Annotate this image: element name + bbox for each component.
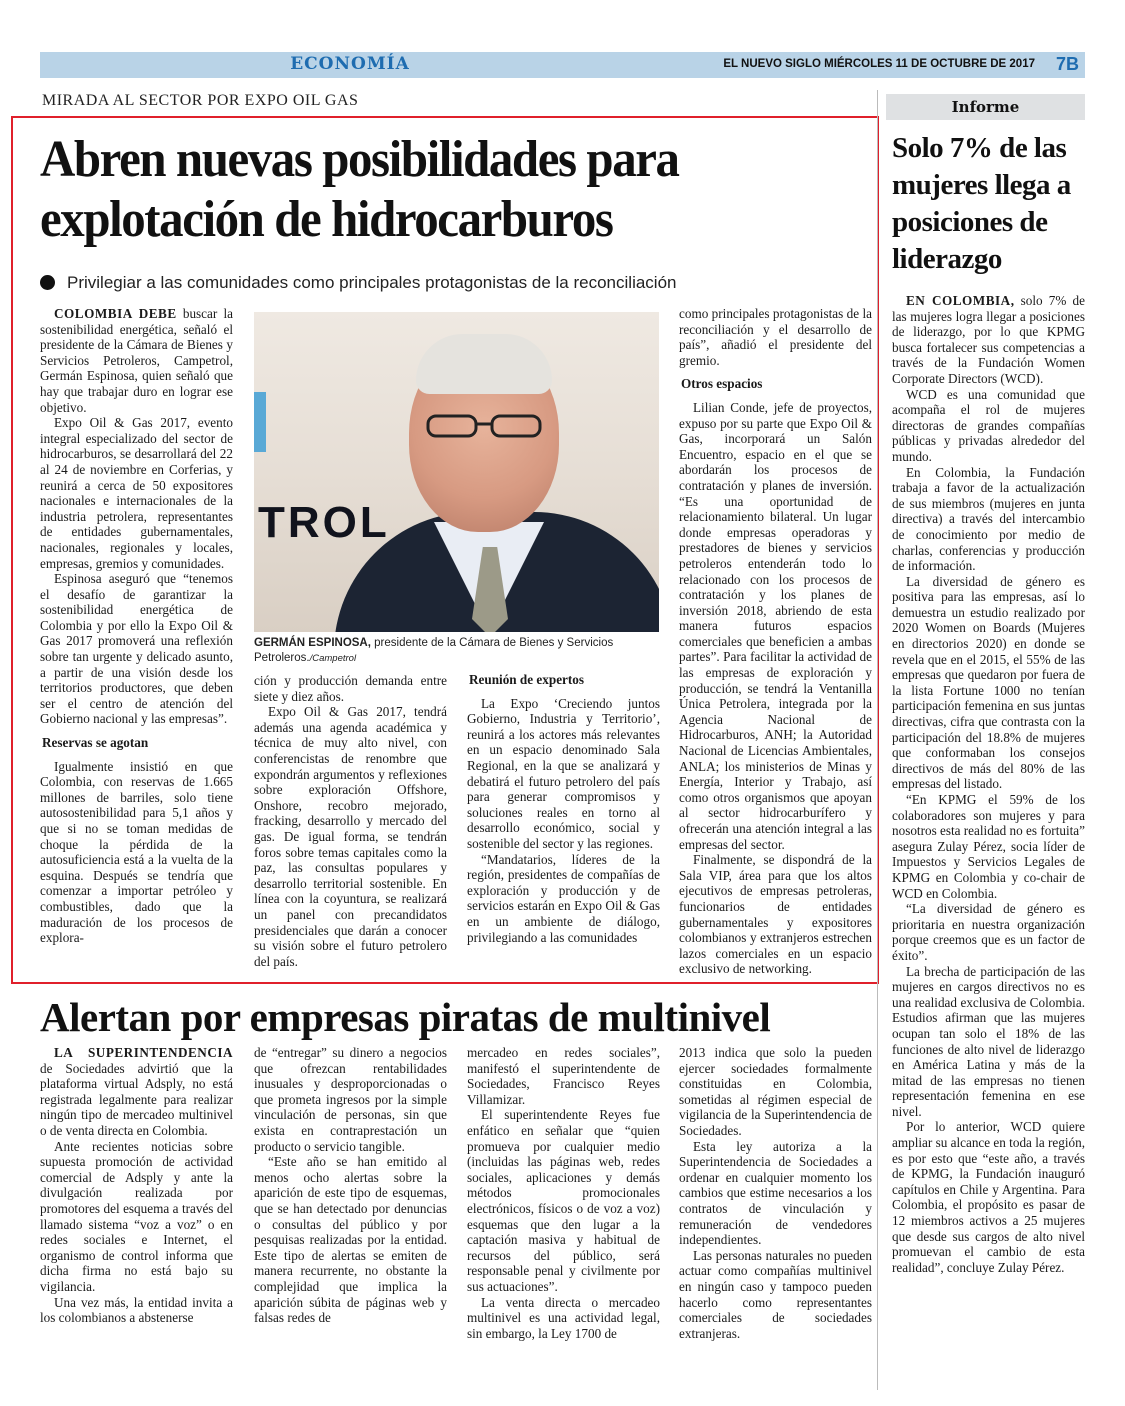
portrait-photo <box>254 312 659 632</box>
paragraph: Finalmente, se dispondrá de la Sala VIP, área para que los altos ejecutivos de empresas petroleras, funcionarios de entidades gubernamentales y expositores colombianos y extranjeros estrechen lazos comerciales en un espacio exclusivo de networking. <box>679 852 872 977</box>
glasses-icon <box>422 412 546 440</box>
sidebar-body <box>892 293 1085 1275</box>
paragraph: COLOMBIA DEBE buscar la sostenibilidad energética, señaló el presidente de la Cámara de Bienes y Servicios Petroleros, Campetrol, Germán Espinosa, quien señaló que hay que trabajar duro en lograr ese objetivo. <box>40 306 234 415</box>
second-article-column-2 <box>254 1045 447 1326</box>
column-divider <box>877 90 878 1390</box>
paragraph: La diversidad de género es positiva para las empresas, así lo demuestra un estudio realizado por 2020 Women on Boards (Mujeres en directorios 2020) en donde se revela que en el 2015, el 55% de las empresas que quedaron por fuera de la lista Fortune 1000 no tenían participación femenina en sus juntas directivas, cifra que contrasta con la participación del 18.8% de mujeres que conformaban los consejos directivos de más del 80% de las empresas del listado. <box>892 573 1085 792</box>
lead-caps: LA SUPERINTENDENCIA <box>54 1045 233 1060</box>
paragraph: Por lo anterior, WCD quiere ampliar su alcance en toda la región, es por esto que “este año, a través de KPMG, la Fundación inauguró capítulos en Chile y Argentina. Para Colombia, el propósito es pasar de 12 miembros activos a 25 mujeres que desde sus cargos de alto nivel promuevan el cambio de esta realidad”, concluye Zulay Pérez. <box>892 1119 1085 1275</box>
paragraph: de “entregar” su dinero a negocios que ofrezcan rentabilidades inusuales y desproporcionadas o que prometa ingresos por la simple vinculación de personas, sin que exista en contraprestación un producto o servicio tangible. <box>254 1045 447 1154</box>
paragraph: Ante recientes noticias sobre supuesta promoción de actividad comercial de Adsply y ante la divulgación realizada por promotores del esquema a través del llamado sistema “voz a voz” o en redes sociales e Internet, el organismo de control informa que dicha firma no está bajo su vigilancia. <box>40 1138 233 1294</box>
sidebar-headline: Solo 7% de las mujeres llega a posiciones de liderazgo <box>892 132 1071 275</box>
paragraph: Lilian Conde, jefe de proyectos, expuso por su parte que Expo Oil & Gas, incorporará un Salón Encuentro, espacio en el que se abordarán los procesos de contratación y planes de inversión. “Es una oportunidad de relacionamiento bilateral. Un lugar donde empresas operadoras y prestadores de bienes y servicios petroleros entenderán todo lo relacionado con los procesos de contratación y los planes de inversión 2018, abriendo de esta manera futuros espacios comerciales que beneficien a ambas partes”. Para facilitar la actividad de las empresas de exploración y producción, se tendrá la Ventanilla Única Petrolera, integrada por la Agencia Nacional de Hidrocarburos, ANH; la Autoridad Nacional de Licencias Ambientales, ANLA; los ministerios de Minas y Energía, Interior y Trabajo, así como otros organismos que apoyan al sector hidrocarburífero y ofrecerán una atención integral a las empresas del sector. <box>679 399 872 852</box>
paragraph: El superintendente Reyes fue enfático en señalar que “quien promueva por cualquier medio (incluidas las páginas web, redes sociales, aplicaciones y demás métodos promocionales electrónicos, físicos o de voz a voz) esquemas que den lugar a la captación masiva y habitual de recursos del público, será responsable penal y civilmente por sus actuaciones”. <box>467 1107 660 1294</box>
paragraph: “Mandatarios, líderes de la región, presidentes de compañías de exploración y producción y de servicios estarán en Expo Oil & Gas en un ambiente de diálogo, privilegiando a las comunidades <box>467 851 660 945</box>
sidebar-label-box <box>886 94 1085 120</box>
caption-name: GERMÁN ESPINOSA, <box>254 637 371 649</box>
photo-background-accent <box>254 392 266 452</box>
paragraph: En Colombia, la Fundación trabaja a favor de la actualización de sus miembros (mujeres en junta directiva) a través del intercambio de conocimiento por medio de charlas, conferencias y producción de información. <box>892 464 1085 574</box>
paragraph: Esta ley autoriza a la Superintendencia de Sociedades a ordenar en cualquier momento los cambios que estime necesarios a los contratos de vinculación y remuneración de vendedores independientes. <box>679 1138 872 1248</box>
second-article-column-3 <box>467 1045 660 1341</box>
photo-sign: TROL <box>258 498 390 547</box>
paragraph: La venta directa o mercadeo multinivel es una actividad legal, sin embargo, la Ley 1700 de <box>467 1294 660 1341</box>
section-name: ECONOMÍA <box>290 54 410 74</box>
caption-text: presidente de la Cámara de Bienes y Servicios Petroleros. <box>254 637 614 664</box>
second-article-column-4 <box>679 1045 872 1341</box>
section-subhead: Reservas se agotan <box>42 735 149 751</box>
lead-caps: COLOMBIA DEBE <box>54 306 177 321</box>
bullet-icon <box>40 275 55 290</box>
kicker: MIRADA AL SECTOR POR EXPO OIL GAS <box>42 92 359 109</box>
section-subhead: Otros espacios <box>681 376 763 392</box>
paragraph: La brecha de participación de las mujeres en cargos directivos no es una realidad exclusiva de Colombia. Estudios afirman que las mujeres ocupan tan solo el 18% de las funciones de alto nivel de liderazgo en América Latina y más de la mitad de las empresas no tienen representación femenina en ese nivel. <box>892 963 1085 1119</box>
caption-credit: /Campetrol <box>309 653 357 664</box>
lead-caps: EN COLOMBIA, <box>906 293 1015 308</box>
paragraph: Las personas naturales no pueden actuar como compañías multinivel en ningún caso y tampoco pueden hacerlo como representantes comerciales de sociedades extranjeras. <box>679 1247 872 1341</box>
main-headline: Abren nuevas posibilidades para explotación de hidrocarburos <box>40 131 679 248</box>
page-number: 7B <box>1055 54 1079 74</box>
paragraph: La Expo ‘Creciendo juntos Gobierno, Industria y Territorio’, reunirá a los actores más relevantes en un espacio denominado Sala Regional, en la que se analizará y debatirá el futuro petrolero del país para generar compromisos y soluciones reales en torno al desarrollo económico, social y sostenible del sector y las regiones. <box>467 695 660 851</box>
main-article-column-1 <box>40 306 233 946</box>
paragraph: como principales protagonistas de la reconciliación y el desarrollo de país”, añadió el presidente del gremio. <box>679 306 872 368</box>
main-article-column-2 <box>254 673 447 969</box>
section-subhead: Reunión de expertos <box>469 672 585 687</box>
paragraph: “La diversidad de género es prioritaria en nuestra organización porque creemos que es un factor de éxito”. <box>892 901 1085 963</box>
photo-hair <box>416 334 552 394</box>
paragraph: mercadeo en redes sociales”, manifestó el superintendente de Sociedades, Francisco Reyes Villamizar. <box>467 1045 660 1107</box>
photo-caption <box>254 636 662 666</box>
second-article-column-1 <box>40 1045 233 1326</box>
paragraph: Expo Oil & Gas 2017, evento integral especializado del sector de hidrocarburos, se desarrollará del 22 al 24 de noviembre en Corferias, y reunirá a cerca de 50 expositores nacionales e internacionales de la industria petrolera, representantes de entidades gubernamentales, nacionales, regionales y locales, empresas, gremios y comunidades. <box>40 415 233 571</box>
paragraph: ción y producción demanda entre siete y diez años. <box>254 673 447 704</box>
publication-date: EL NUEVO SIGLO MIÉRCOLES 11 DE OCTUBRE DE 2017 <box>723 58 1035 70</box>
paragraph: “Este año se han emitido al menos ocho alertas sobre la aparición de este tipo de esquemas, que se han detectado por denuncias o consultas del público y por pesquisas realizadas por la entidad. Este tipo de alertas se emiten de manera recurrente, no obstante la complejidad que implica la aparición súbita de páginas web y falsas redes de <box>254 1154 447 1326</box>
subhead-text: Privilegiar a las comunidades como principales protagonistas de la reconciliación <box>67 273 677 292</box>
paragraph: Espinosa aseguró que “tenemos el desafío de garantizar la sostenibilidad energética de Colombia y por ello la Expo Oil & Gas 2017 promoverá una reflexión sobre tan urgente y delicado asunto, a partir de una visión desde los territorios productores, que deben ser el centro de atención del Gobierno nacional y las empresas”. <box>40 571 233 727</box>
main-article-column-4 <box>679 306 872 977</box>
section-header-bar <box>40 52 1085 78</box>
main-article-column-3 <box>467 668 660 945</box>
paragraph: WCD es una comunidad que acompaña el rol de mujeres directoras de grandes compañías públicas y privadas alrededor del mundo. <box>892 386 1085 464</box>
paragraph: EN COLOMBIA, solo 7% de las mujeres logra llegar a posiciones de liderazgo, por lo que KPMG busca fortalecer sus competencias a través de la Fundación Women Corporate Directors (WCD). <box>892 293 1085 386</box>
main-subhead <box>40 273 870 293</box>
paragraph: Expo Oil & Gas 2017, tendrá además una agenda académica y técnica de muy alto nivel, con conferencistas de renombre que expondrán argumentos y reflexiones sobre exploración Offshore, Onshore, recobro mejorado, fracking, desarrollo y mercado del gas. De igual forma, se tendrán foros sobre temas capitales como la paz, las consultas populares y desarrollo territorial sostenible. En línea con la coyuntura, se realizará un panel con precandidatos presidenciales que darán a conocer su visión sobre el futuro petrolero del país. <box>254 704 447 969</box>
paragraph: Igualmente insistió en que Colombia, con reservas de 1.665 millones de barriles, solo tiene autosostenibilidad para 5,1 años y que si no se toman medidas de choque la pérdida de la autosuficiencia está a la vuelta de la esquina. Después se tendría que comenzar a importar petróleo y combustibles, dado que la maduración de los procesos de explora- <box>40 758 233 946</box>
paragraph: “En KPMG el 59% de los colaboradores son mujeres y para nosotros esta realidad no es fortuita” asegura Zulay Pérez, socia líder de Impuestos y Servicios Legales de KPMG en Colombia y co-chair de WCD en Colombia. <box>892 792 1085 901</box>
paragraph: 2013 indica que solo la pueden ejercer sociedades formalmente constituidas en Colombia, sometidas al régimen especial de vigilancia de la Superintendencia de Sociedades. <box>679 1045 872 1138</box>
sidebar-label: Informe <box>951 98 1020 116</box>
paragraph: LA SUPERINTENDENCIA de Sociedades advirtió que la plataforma virtual Adsply, no está registrada legalmente para realizar ningún tipo de mercadeo multinivel o de venta directa en Colombia. <box>40 1045 233 1138</box>
paragraph: Una vez más, la entidad invita a los colombianos a abstenerse <box>40 1294 233 1326</box>
second-headline: Alertan por empresas piratas de multinivel <box>40 994 771 1040</box>
